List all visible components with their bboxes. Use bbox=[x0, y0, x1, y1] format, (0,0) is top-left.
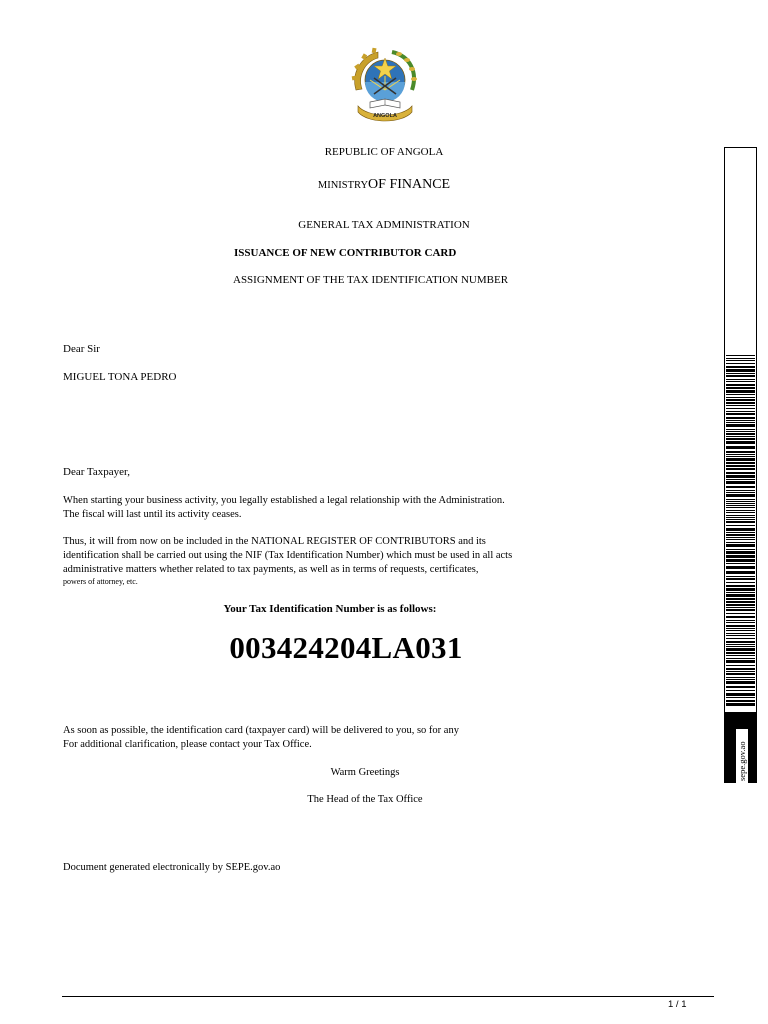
barcode-bar bbox=[726, 686, 755, 688]
barcode-bar bbox=[726, 363, 755, 364]
barcode-bar bbox=[726, 604, 755, 606]
barcode-bar bbox=[726, 660, 755, 663]
barcode-bar bbox=[726, 390, 755, 393]
barcode-bar bbox=[726, 454, 755, 455]
angola-emblem bbox=[344, 42, 426, 124]
barcode-bar bbox=[726, 405, 755, 406]
barcode-bar bbox=[726, 472, 755, 474]
barcode-bar bbox=[726, 438, 755, 440]
barcode-bar bbox=[726, 402, 755, 404]
barcode-bar bbox=[726, 417, 755, 419]
tax-identification-number: 003424204LA031 bbox=[229, 630, 463, 665]
ministry-prefix: MINISTRY bbox=[317, 180, 369, 191]
barcode-bar bbox=[726, 355, 755, 356]
ministry-heading bbox=[0, 175, 768, 193]
barcode-bar bbox=[726, 420, 755, 421]
barcode-bar bbox=[726, 582, 755, 583]
paragraph-1 bbox=[63, 494, 663, 522]
barcode-bar bbox=[726, 652, 755, 654]
barcode-bar bbox=[726, 665, 755, 666]
barcode-bar bbox=[726, 456, 755, 457]
barcode-bar bbox=[726, 542, 755, 543]
barcode-bar bbox=[726, 494, 755, 497]
barcode-bar bbox=[726, 373, 755, 374]
barcode-bar bbox=[726, 379, 755, 380]
barcode-bar bbox=[726, 578, 755, 580]
barcode-bar bbox=[726, 668, 755, 670]
barcode-bar bbox=[726, 571, 755, 574]
barcode-bar bbox=[726, 630, 755, 631]
paragraph-3-line: As soon as possible, the identification card (taxpayer card) will be delivered to you, so for any bbox=[63, 725, 459, 736]
emblem-ribbon-text: ANGOLA bbox=[373, 113, 397, 119]
barcode-bar bbox=[726, 601, 755, 603]
barcode-bar bbox=[726, 441, 755, 444]
barcode-bar bbox=[726, 681, 755, 684]
barcode-bar bbox=[726, 644, 755, 645]
barcode-bar bbox=[726, 539, 755, 540]
barcode-bar bbox=[726, 394, 755, 395]
barcode-bar bbox=[726, 585, 755, 587]
barcode-bar bbox=[726, 534, 755, 536]
nif-intro: Your Tax Identification Number is as follows: bbox=[223, 603, 437, 615]
paragraph-1-line: When starting your business activity, you legally established a legal relationship with the Administration. bbox=[63, 495, 505, 506]
barcode-bar bbox=[726, 537, 755, 538]
signatory: The Head of the Tax Office bbox=[307, 794, 423, 805]
barcode-bar bbox=[726, 592, 755, 593]
document-title: ISSUANCE OF NEW CONTRIBUTOR CARD bbox=[234, 247, 457, 259]
barcode-bar bbox=[726, 369, 755, 372]
barcode-bar bbox=[726, 381, 755, 382]
barcode-bar bbox=[726, 588, 755, 591]
barcode-bar bbox=[726, 641, 755, 643]
barcode-bar bbox=[726, 633, 755, 634]
barcode-bar bbox=[726, 673, 755, 675]
barcode-bar bbox=[726, 521, 755, 523]
barcode-bar bbox=[726, 479, 755, 480]
barcode-bar bbox=[726, 703, 755, 706]
barcode-bar bbox=[726, 607, 755, 608]
barcode-bar bbox=[726, 690, 755, 691]
document-subtitle: ASSIGNMENT OF THE TAX IDENTIFICATION NUMBER bbox=[233, 274, 509, 286]
barcode-bar bbox=[726, 677, 755, 678]
paragraph-1-line: The fiscal will last until its activity ceases. bbox=[63, 509, 242, 520]
barcode-bar bbox=[726, 429, 755, 430]
barcode-bar bbox=[726, 525, 755, 526]
paragraph-2 bbox=[63, 535, 683, 586]
barcode-bar bbox=[726, 700, 755, 702]
barcode-bar bbox=[726, 408, 755, 409]
barcode-bar bbox=[726, 620, 755, 621]
paragraph-2-line: Thus, it will from now on be included in the NATIONAL REGISTER OF CONTRIBUTORS and its bbox=[63, 536, 486, 547]
recipient-name: MIGUEL TONA PEDRO bbox=[63, 371, 177, 383]
barcode-bar bbox=[726, 528, 755, 531]
administration-heading: GENERAL TAX ADMINISTRATION bbox=[298, 219, 470, 231]
barcode-bar bbox=[726, 559, 755, 562]
barcode-bar bbox=[726, 360, 755, 361]
barcode-bar bbox=[726, 468, 755, 470]
footer-divider bbox=[62, 996, 714, 997]
barcode-bar bbox=[726, 505, 755, 506]
barcode-bar bbox=[726, 638, 755, 639]
barcode-bar bbox=[726, 609, 755, 611]
barcode-bar bbox=[726, 366, 755, 368]
ministry-name: OF FINANCE bbox=[368, 177, 451, 192]
paragraph-2-line: powers of attorney, etc. bbox=[63, 577, 138, 586]
barcode-bar bbox=[726, 358, 755, 359]
barcode-bar bbox=[726, 594, 755, 597]
barcode-bar bbox=[726, 458, 755, 461]
barcode-bar bbox=[726, 462, 755, 464]
barcode-bar bbox=[726, 451, 755, 453]
barcode-bar bbox=[726, 544, 755, 547]
barcode-bar bbox=[726, 613, 755, 614]
barcode-bar bbox=[726, 411, 755, 412]
barcode-bar bbox=[726, 475, 755, 478]
barcode-bar bbox=[726, 481, 755, 484]
barcode-bar bbox=[726, 576, 755, 577]
barcode-bar bbox=[726, 648, 755, 651]
barcode-bar bbox=[726, 517, 755, 518]
barcode-bar bbox=[726, 628, 755, 629]
paragraph-3 bbox=[63, 724, 663, 752]
country-heading: REPUBLIC OF ANGOLA bbox=[324, 146, 444, 158]
barcode-bar bbox=[726, 515, 755, 516]
barcode-bar bbox=[726, 625, 755, 627]
barcode-bar bbox=[726, 501, 755, 502]
barcode-bar bbox=[726, 616, 755, 618]
barcode-bar bbox=[726, 503, 755, 504]
barcode-bar bbox=[726, 655, 755, 656]
closing-greeting: Warm Greetings bbox=[330, 767, 400, 778]
paragraph-2-line: administrative matters whether related to tax payments, as well as in terms of requests, certificates, bbox=[63, 564, 479, 575]
barcode-bar bbox=[726, 671, 755, 672]
barcode-bar bbox=[726, 413, 755, 415]
barcode-bar bbox=[726, 465, 755, 467]
generated-by-note: Document generated electronically by SEPE.gov.ao bbox=[63, 862, 281, 873]
barcode-bar bbox=[726, 436, 755, 437]
barcode-bar bbox=[726, 492, 755, 493]
barcode-bar bbox=[726, 551, 755, 554]
barcode-bar bbox=[726, 399, 755, 401]
barcode-bar bbox=[726, 397, 755, 398]
barcode-bar bbox=[726, 510, 755, 511]
barcode-bar bbox=[726, 499, 755, 500]
barcode-bar bbox=[726, 549, 755, 550]
barcode-bar bbox=[726, 566, 755, 569]
barcode-bar bbox=[726, 658, 755, 659]
barcode-bar bbox=[726, 446, 755, 449]
barcode-bar bbox=[726, 679, 755, 680]
barcode-bar bbox=[726, 563, 755, 564]
paragraph-2-line: identification shall be carried out using the NIF (Tax Identification Number) which must be used in all acts bbox=[63, 550, 513, 561]
barcode-bar bbox=[726, 646, 755, 647]
barcode-bar bbox=[726, 375, 755, 377]
barcode-bar bbox=[726, 387, 755, 389]
barcode-bar bbox=[726, 486, 755, 488]
barcode-bar bbox=[726, 507, 755, 508]
barcode-bar bbox=[726, 693, 755, 696]
barcode-bar bbox=[726, 422, 755, 423]
barcode-bar bbox=[726, 431, 755, 432]
sidebar-site-text: sepe.gov.ao bbox=[737, 741, 747, 781]
barcode-bar bbox=[726, 555, 755, 558]
page-number: 1 / 1 bbox=[668, 999, 687, 1010]
barcode-bar bbox=[726, 697, 755, 698]
barcode-bar bbox=[726, 424, 755, 427]
barcode-strip bbox=[724, 147, 757, 783]
barcode-bar bbox=[726, 532, 755, 533]
barcode-bar bbox=[726, 512, 755, 513]
barcode-bar bbox=[726, 598, 755, 600]
barcode-bar bbox=[726, 519, 755, 520]
barcode-bar bbox=[726, 433, 755, 435]
barcode-bar bbox=[726, 635, 755, 636]
salutation-sir: Dear Sir bbox=[63, 343, 100, 355]
barcode-bar bbox=[726, 384, 755, 386]
barcode-bar bbox=[726, 490, 755, 491]
paragraph-3-line: For additional clarification, please contact your Tax Office. bbox=[63, 739, 312, 750]
barcode-bar bbox=[726, 622, 755, 623]
salutation-taxpayer: Dear Taxpayer, bbox=[63, 466, 130, 478]
